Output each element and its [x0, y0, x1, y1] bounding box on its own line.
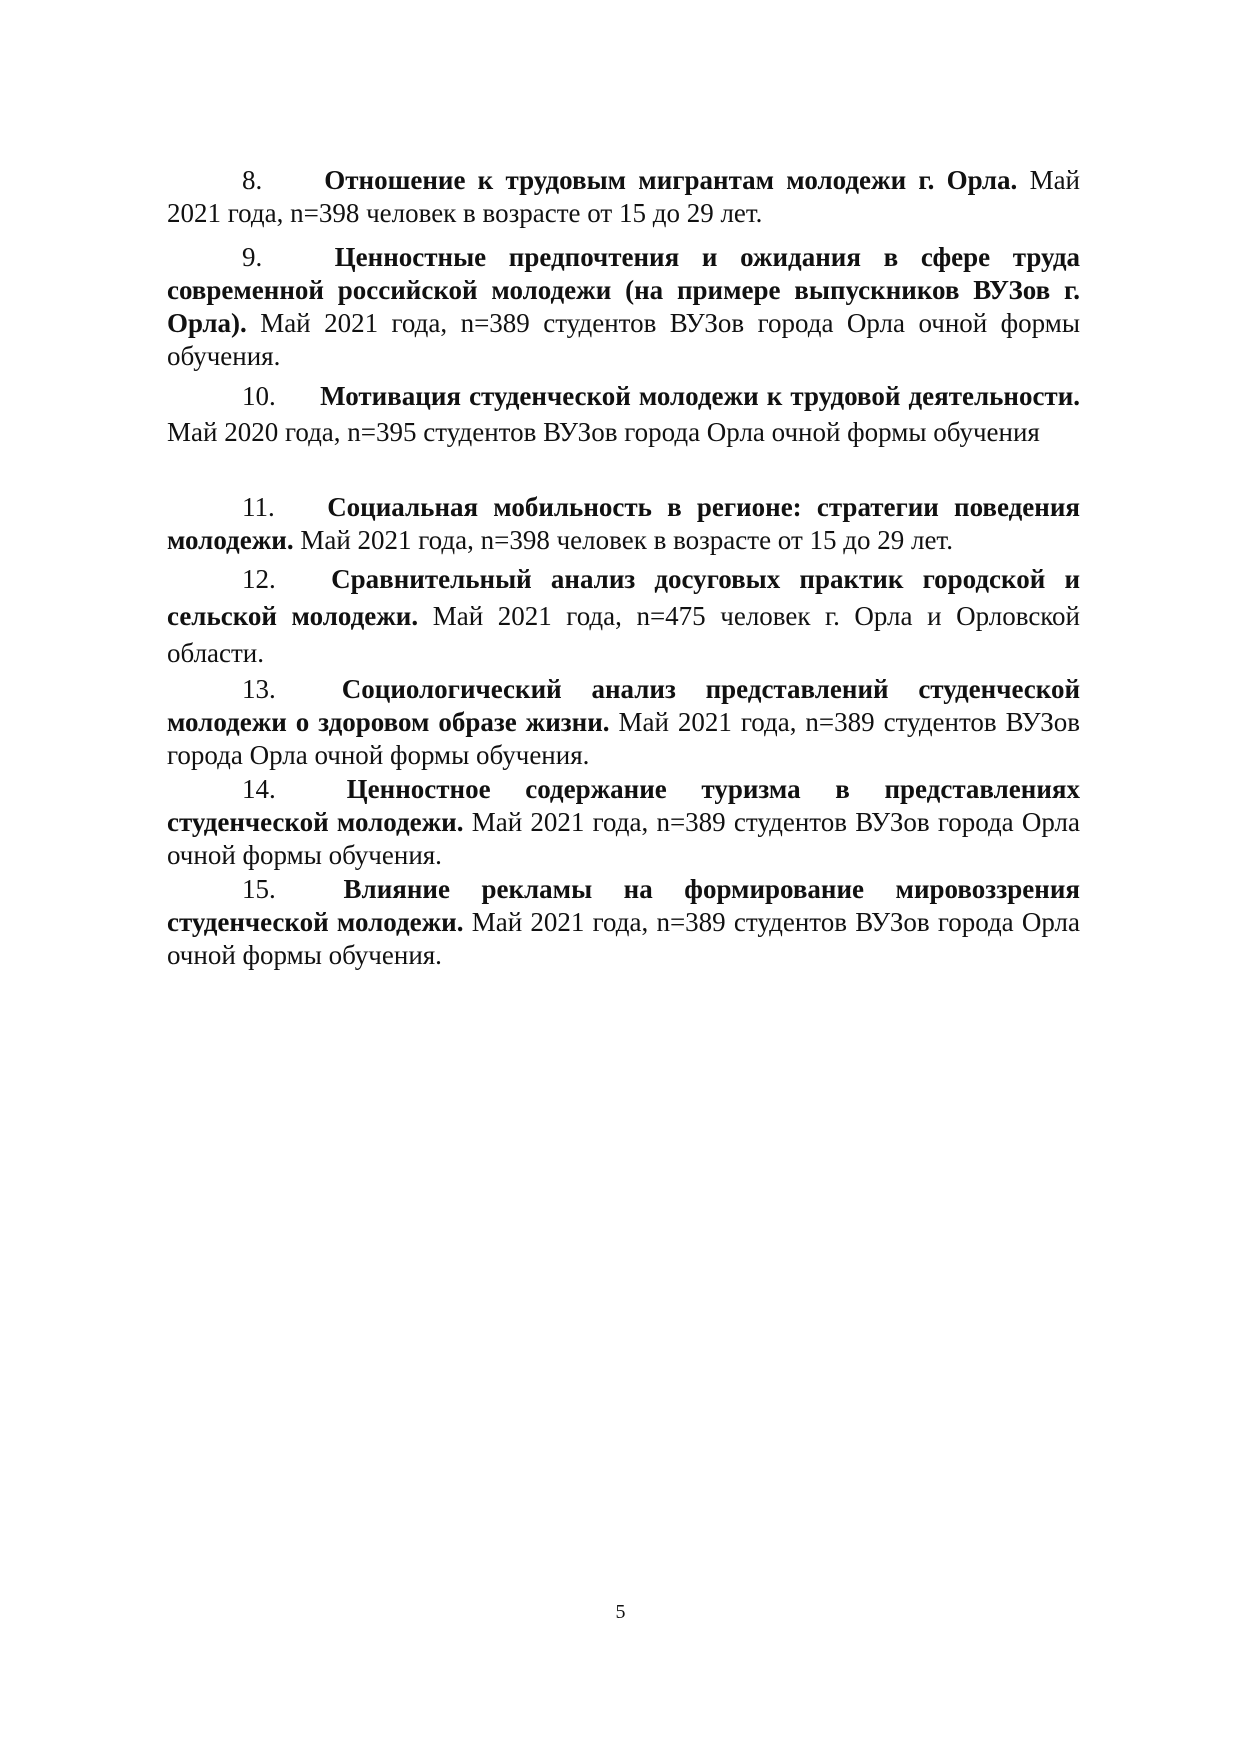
list-item-10 [167, 378, 1080, 450]
item-details: Май 2021 года, n=389 студентов ВУЗов города Орла очной формы обучения. [167, 907, 1080, 970]
item-title: Ценностное содержание туризма в представлениях студенческой молодежи. [167, 774, 1080, 837]
item-title: Влияние рекламы на формирование мировоззрения студенческой молодежи. [167, 874, 1080, 937]
item-details: Май 2021 года, n=389 студентов ВУЗов города Орла очной формы обучения. [167, 308, 1080, 371]
item-details: Май 2021 года, n=398 человек в возрасте от 15 до 29 лет. [167, 165, 1081, 228]
item-title: Социальная мобильность в регионе: стратегии поведения молодежи. [167, 492, 1080, 555]
item-title: Социологический анализ представлений студенческой молодежи о здоровом образе жизни. [167, 674, 1080, 737]
list-item-15 [167, 873, 1080, 972]
item-number: 15. [242, 874, 276, 904]
item-details: Май 2021 года, n=475 человек г. Орла и Орловской области. [167, 601, 1080, 668]
item-number: 13. [242, 674, 276, 704]
item-number: 9. [242, 242, 263, 272]
item-number: 14. [242, 774, 276, 804]
item-title: Сравнительный анализ досуговых практик городской и сельской молодежи. [167, 564, 1081, 631]
list-item-9 [167, 241, 1080, 373]
item-title: Мотивация студенческой молодежи к трудовой деятельности. [320, 381, 1081, 411]
item-number: 12. [242, 564, 276, 594]
item-details: Май 2021 года, n=389 студентов ВУЗов города Орла очной формы обучения. [167, 807, 1080, 870]
list-item-11 [167, 491, 1080, 557]
item-details: Май 2021 года, n=398 человек в возрасте от 15 до 29 лет. [300, 525, 953, 555]
item-title: Отношение к трудовым мигрантам молодежи г. Орла. [324, 165, 1018, 195]
page-number: 5 [615, 1601, 626, 1623]
item-title: Ценностные предпочтения и ожидания в сфере труда современной российской молодежи (на примере выпускников ВУЗов г. Орла). [167, 242, 1081, 338]
list-item-14 [167, 773, 1080, 872]
item-number: 10. [242, 381, 276, 411]
list-item-8 [167, 164, 1080, 230]
list-item-12 [167, 561, 1080, 672]
item-number: 8. [242, 165, 263, 195]
list-item-13 [167, 673, 1080, 772]
item-details: Май 2021 года, n=389 студентов ВУЗов города Орла очной формы обучения. [167, 707, 1080, 770]
item-details: Май 2020 года, n=395 студентов ВУЗов города Орла очной формы обучения [167, 417, 1040, 447]
item-number: 11. [242, 492, 275, 522]
